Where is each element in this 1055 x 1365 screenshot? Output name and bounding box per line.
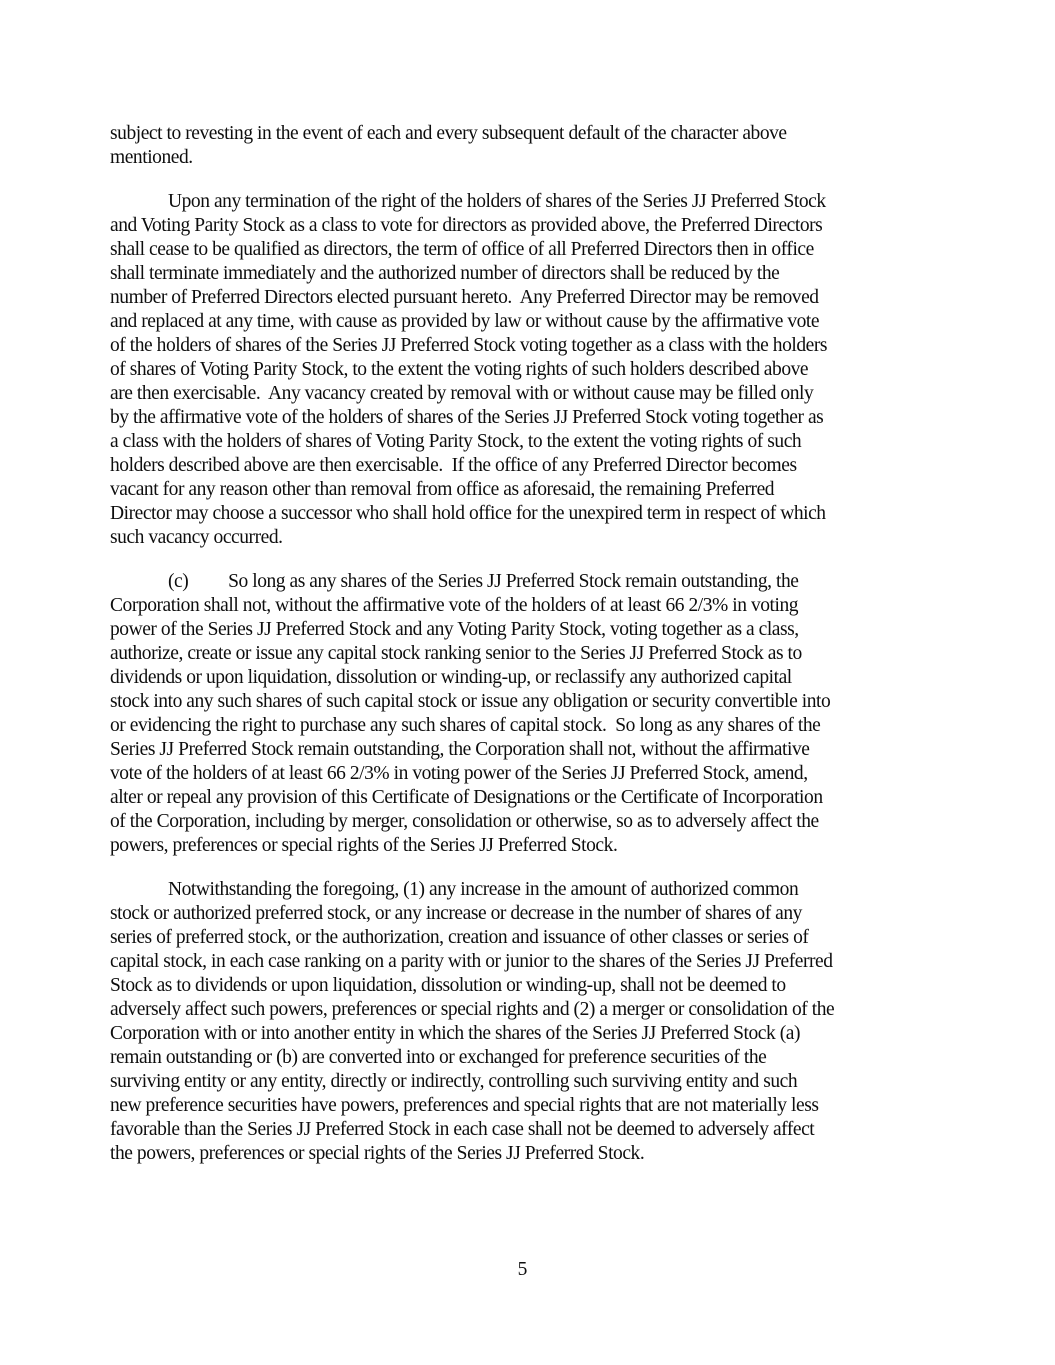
text-line: and replaced at any time, with cause as provided by law or without cause by the affirmative vote (110, 311, 820, 332)
text-line: of shares of Voting Parity Stock, to the extent the voting rights of such holders described above (110, 359, 809, 380)
page-number: 5 (517, 1259, 528, 1280)
text-line: (c) So long as any shares of the Series JJ Preferred Stock remain outstanding, the (168, 571, 799, 592)
text-line: authorize, create or issue any capital stock ranking senior to the Series JJ Preferred Stock as to (110, 643, 802, 664)
text-line: alter or repeal any provision of this Certificate of Designations or the Certificate of Incorporation (110, 787, 823, 808)
text-line: vacant for any reason other than removal from office as aforesaid, the remaining Preferred (110, 479, 775, 500)
text-line: Director may choose a successor who shall hold office for the unexpired term in respect of which (110, 503, 826, 524)
text-line: Notwithstanding the foregoing, (1) any increase in the amount of authorized common (168, 879, 799, 900)
text-line: holders described above are then exercisable. If the office of any Preferred Director becomes (110, 455, 797, 476)
text-line: remain outstanding or (b) are converted into or exchanged for preference securities of the (110, 1047, 767, 1068)
text-line: power of the Series JJ Preferred Stock and any Voting Parity Stock, voting together as a class, (110, 619, 799, 640)
text-line: vote of the holders of at least 66 2/3% in voting power of the Series JJ Preferred Stock, amend, (110, 763, 808, 784)
text-line: surviving entity or any entity, directly or indirectly, controlling such surviving entity and such (110, 1071, 798, 1092)
text-line: Corporation shall not, without the affirmative vote of the holders of at least 66 2/3% in voting (110, 595, 799, 616)
text-line: stock or authorized preferred stock, or any increase or decrease in the number of shares of any (110, 903, 802, 924)
paragraph (110, 190, 980, 550)
text-line: are then exercisable. Any vacancy created by removal with or without cause may be filled only (110, 383, 814, 404)
text-line: Stock as to dividends or upon liquidation, dissolution or winding-up, shall not be deemed to (110, 975, 786, 996)
text-line: Corporation with or into another entity in which the shares of the Series JJ Preferred Stock (a) (110, 1023, 801, 1044)
text-line: of the Corporation, including by merger, consolidation or otherwise, so as to adversely affect the (110, 811, 819, 832)
text-line: shall terminate immediately and the authorized number of directors shall be reduced by the (110, 263, 780, 284)
text-line: such vacancy occurred. (110, 527, 283, 548)
text-line: Series JJ Preferred Stock remain outstanding, the Corporation shall not, without the affirmative (110, 739, 810, 760)
text-line: new preference securities have powers, preferences and special rights that are not materially less (110, 1095, 819, 1116)
text-line: dividends or upon liquidation, dissolution or winding-up, or reclassify any authorized capital (110, 667, 792, 688)
text-line: series of preferred stock, or the authorization, creation and issuance of other classes or series of (110, 927, 809, 948)
text-line: or evidencing the right to purchase any such shares of capital stock. So long as any shares of the (110, 715, 821, 736)
paragraph (110, 122, 980, 170)
document-body (110, 122, 980, 1166)
text-line: mentioned. (110, 147, 193, 168)
text-line: a class with the holders of shares of Voting Parity Stock, to the extent the voting rights of such (110, 431, 802, 452)
text-line: the powers, preferences or special rights of the Series JJ Preferred Stock. (110, 1143, 645, 1164)
text-line: adversely affect such powers, preferences or special rights and (2) a merger or consolidation of the (110, 999, 835, 1020)
paragraph (110, 570, 980, 858)
text-line: of the holders of shares of the Series JJ Preferred Stock voting together as a class with the holders (110, 335, 828, 356)
paragraph (110, 878, 980, 1166)
text-line: by the affirmative vote of the holders of shares of the Series JJ Preferred Stock voting together as (110, 407, 824, 428)
text-line: capital stock, in each case ranking on a parity with or junior to the shares of the Series JJ Preferred (110, 951, 833, 972)
text-line: shall cease to be qualified as directors, the term of office of all Preferred Directors then in office (110, 239, 814, 260)
text-line: favorable than the Series JJ Preferred Stock in each case shall not be deemed to adversely affect (110, 1119, 815, 1140)
text-line: and Voting Parity Stock as a class to vote for directors as provided above, the Preferred Directors (110, 215, 823, 236)
text-line: stock into any such shares of such capital stock or issue any obligation or security convertible into (110, 691, 831, 712)
text-line: number of Preferred Directors elected pursuant hereto. Any Preferred Director may be removed (110, 287, 819, 308)
text-line: Upon any termination of the right of the holders of shares of the Series JJ Preferred Stock (168, 191, 826, 212)
text-line: subject to revesting in the event of each and every subsequent default of the character above (110, 123, 787, 144)
text-line: powers, preferences or special rights of the Series JJ Preferred Stock. (110, 835, 618, 856)
